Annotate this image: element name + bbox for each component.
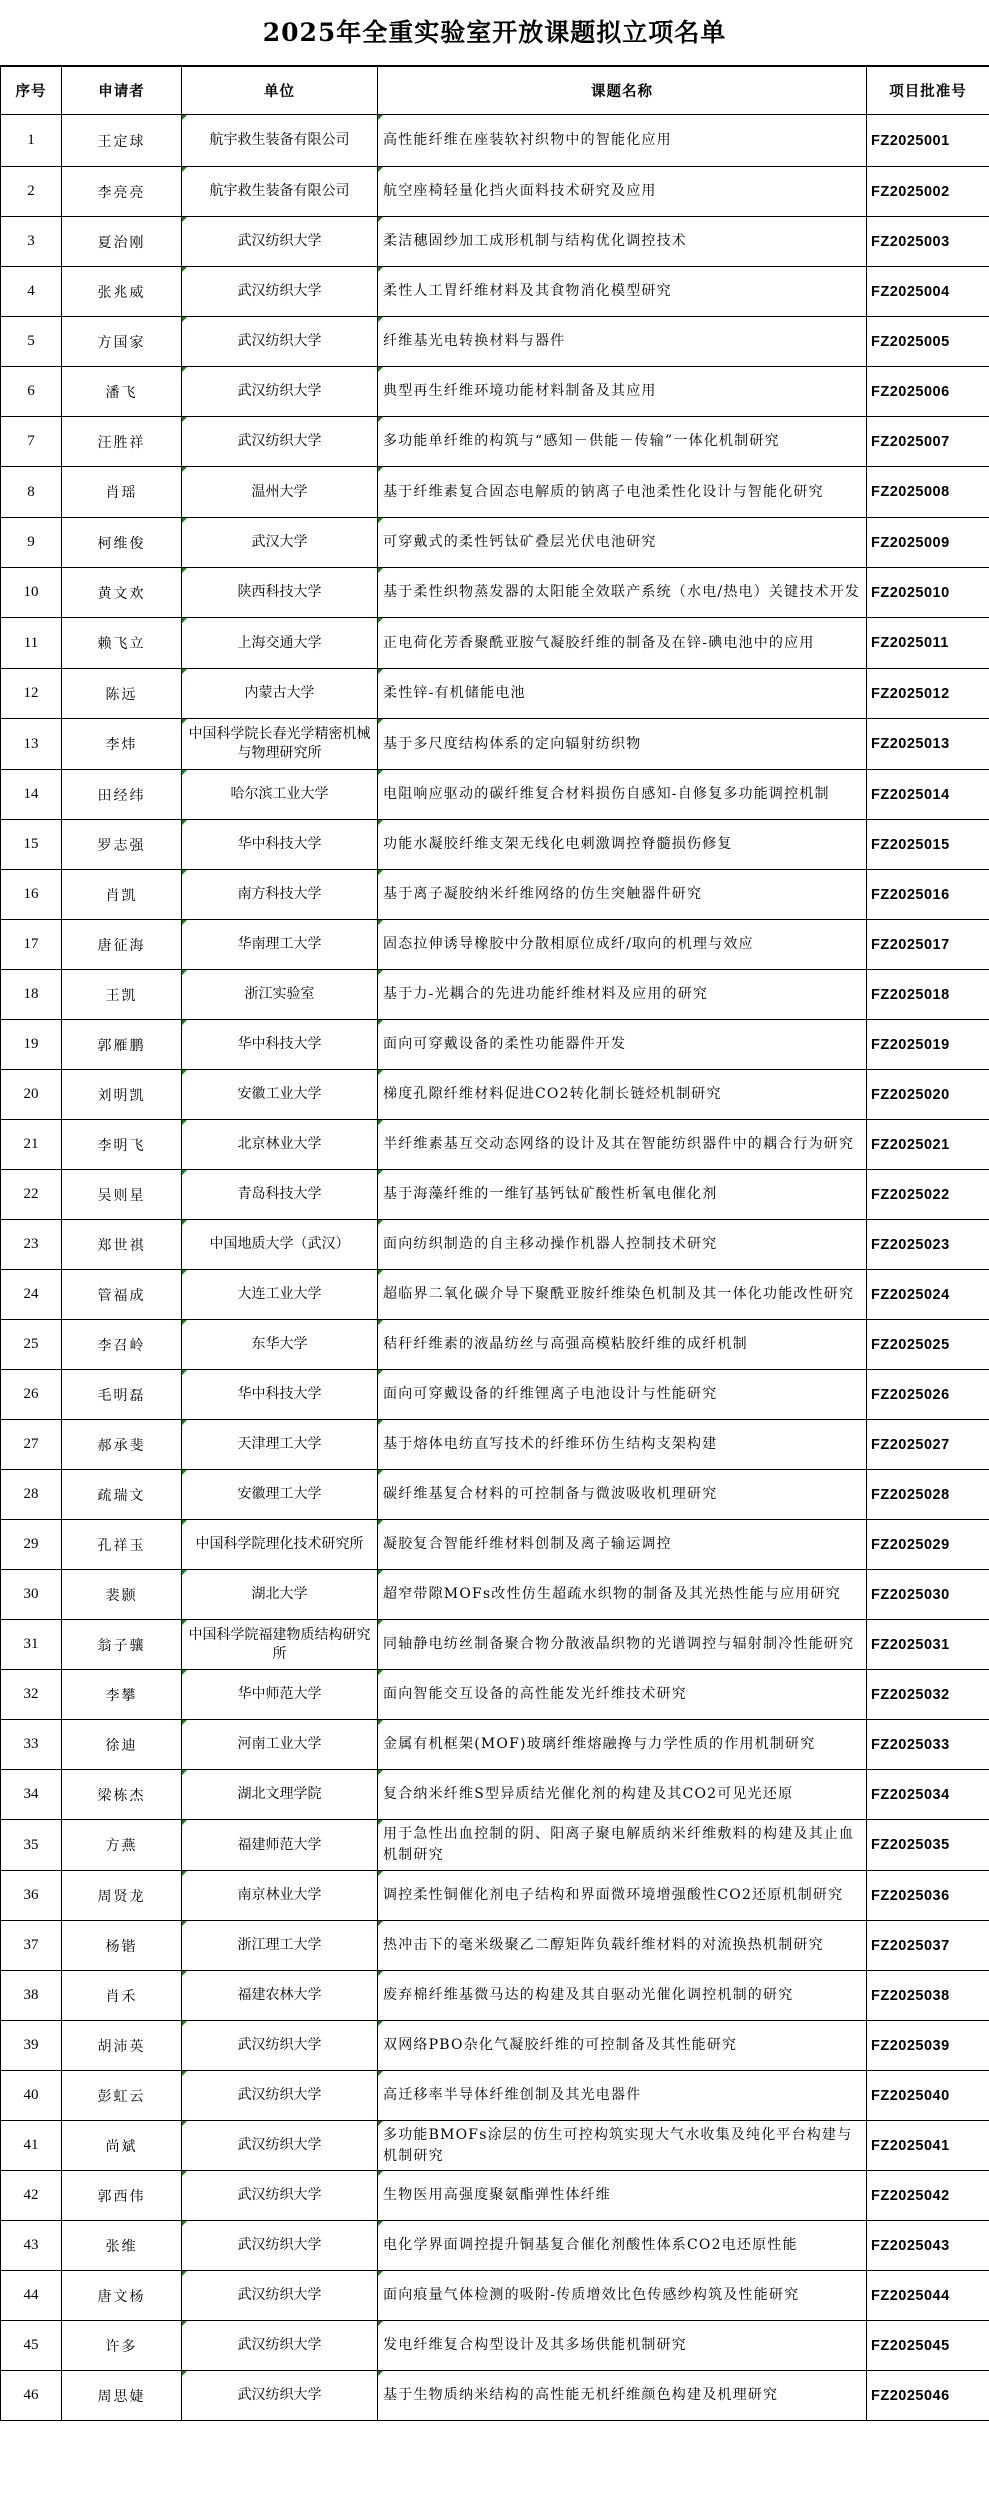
table-row [1,870,989,920]
table-row [1,1921,989,1971]
row-number: 24 [1,1270,62,1320]
row-number: 41 [1,2121,62,2171]
project-code: FZ2025019 [867,1020,989,1070]
row-number: 35 [1,1820,62,1871]
table-row [1,115,989,167]
applicant-name: 彭虹云 [62,2071,182,2121]
project-code: FZ2025022 [867,1170,989,1220]
applicant-unit: 浙江理工大学 [182,1921,378,1971]
project-topic: 基于熔体电纺直写技术的纤维环仿生结构支架构建 [378,1420,867,1470]
applicant-name: 肖禾 [62,1971,182,2021]
applicant-unit: 中国地质大学（武汉） [182,1220,378,1270]
project-topic: 正电荷化芳香聚酰亚胺气凝胶纤维的制备及在锌-碘电池中的应用 [378,618,867,669]
row-number: 45 [1,2321,62,2371]
project-topic: 超临界二氧化碳介导下聚酰亚胺纤维染色机制及其一体化功能改性研究 [378,1270,867,1320]
applicant-name: 毛明磊 [62,1370,182,1420]
applicant-unit: 安徽理工大学 [182,1470,378,1520]
applicant-unit: 大连工业大学 [182,1270,378,1320]
project-table [0,66,989,2421]
applicant-name: 潘飞 [62,367,182,417]
project-topic: 多功能BMOFs涂层的仿生可控构筑实现大气水收集及纯化平台构建与机制研究 [378,2121,867,2171]
row-number: 20 [1,1070,62,1120]
applicant-name: 汪胜祥 [62,417,182,467]
applicant-unit: 天津理工大学 [182,1420,378,1470]
project-topic: 复合纳米纤维S型异质结光催化剂的构建及其CO2可见光还原 [378,1770,867,1820]
row-number: 14 [1,770,62,820]
applicant-unit: 武汉纺织大学 [182,367,378,417]
table-row [1,1670,989,1720]
table-row [1,518,989,568]
project-code: FZ2025011 [867,618,989,669]
project-code: FZ2025026 [867,1370,989,1420]
applicant-name: 方燕 [62,1820,182,1871]
row-number: 39 [1,2021,62,2071]
row-number: 29 [1,1520,62,1570]
applicant-unit: 中国科学院长春光学精密机械与物理研究所 [182,719,378,770]
row-number: 1 [1,115,62,167]
applicant-name: 翁子骧 [62,1620,182,1670]
project-code: FZ2025025 [867,1320,989,1370]
project-topic: 热冲击下的毫米级聚乙二醇矩阵负载纤维材料的对流换热机制研究 [378,1921,867,1971]
project-code: FZ2025044 [867,2271,989,2321]
project-topic: 多功能单纤维的构筑与“感知－供能－传输”一体化机制研究 [378,417,867,467]
applicant-name: 孔祥玉 [62,1520,182,1570]
applicant-name: 柯维俊 [62,518,182,568]
table-row [1,568,989,618]
project-topic: 碳纤维基复合材料的可控制备与微波吸收机理研究 [378,1470,867,1520]
project-topic: 废弃棉纤维基微马达的构建及其自驱动光催化调控机制的研究 [378,1971,867,2021]
applicant-name: 徐迪 [62,1720,182,1770]
applicant-name: 李炜 [62,719,182,770]
table-row [1,2221,989,2271]
table-row [1,467,989,518]
applicant-name: 罗志强 [62,820,182,870]
project-code: FZ2025008 [867,467,989,518]
applicant-name: 张维 [62,2221,182,2271]
table-row [1,1620,989,1670]
row-number: 11 [1,618,62,669]
applicant-name: 黄文欢 [62,568,182,618]
applicant-unit: 陕西科技大学 [182,568,378,618]
project-topic: 超窄带隙MOFs改性仿生超疏水织物的制备及其光热性能与应用研究 [378,1570,867,1620]
row-number: 23 [1,1220,62,1270]
table-row [1,417,989,467]
row-number: 15 [1,820,62,870]
project-topic: 可穿戴式的柔性钙钛矿叠层光伏电池研究 [378,518,867,568]
applicant-name: 张兆威 [62,267,182,317]
applicant-unit: 南京林业大学 [182,1871,378,1921]
table-row [1,1070,989,1120]
table-row [1,1570,989,1620]
page-title: 2025年全重实验室开放课题拟立项名单 [0,0,989,66]
project-code: FZ2025046 [867,2371,989,2421]
header-no: 序号 [1,67,62,115]
applicant-unit: 东华大学 [182,1320,378,1370]
table-row [1,920,989,970]
applicant-unit: 华南理工大学 [182,920,378,970]
project-topic: 柔性人工胃纤维材料及其食物消化模型研究 [378,267,867,317]
row-number: 9 [1,518,62,568]
project-code: FZ2025001 [867,115,989,167]
project-topic: 典型再生纤维环境功能材料制备及其应用 [378,367,867,417]
row-number: 5 [1,317,62,367]
project-code: FZ2025036 [867,1871,989,1921]
row-number: 13 [1,719,62,770]
project-topic: 基于力-光耦合的先进功能纤维材料及应用的研究 [378,970,867,1020]
table-row [1,1770,989,1820]
project-code: FZ2025021 [867,1120,989,1170]
table-row [1,1320,989,1370]
applicant-unit: 武汉纺织大学 [182,2021,378,2071]
project-code: FZ2025020 [867,1070,989,1120]
project-code: FZ2025014 [867,770,989,820]
applicant-unit: 中国科学院福建物质结构研究所 [182,1620,378,1670]
applicant-name: 疏瑞文 [62,1470,182,1520]
applicant-name: 唐文杨 [62,2271,182,2321]
row-number: 37 [1,1921,62,1971]
table-row [1,1470,989,1520]
applicant-name: 尚斌 [62,2121,182,2171]
applicant-unit: 武汉纺织大学 [182,2321,378,2371]
project-code: FZ2025028 [867,1470,989,1520]
row-number: 44 [1,2271,62,2321]
row-number: 16 [1,870,62,920]
applicant-name: 李召岭 [62,1320,182,1370]
applicant-unit: 温州大学 [182,467,378,518]
header-row [1,67,989,115]
applicant-name: 方国家 [62,317,182,367]
project-code: FZ2025016 [867,870,989,920]
table-row [1,2321,989,2371]
project-topic: 梯度孔隙纤维材料促进CO2转化制长链烃机制研究 [378,1070,867,1120]
applicant-unit: 内蒙古大学 [182,669,378,719]
row-number: 10 [1,568,62,618]
project-topic: 金属有机框架(MOF)玻璃纤维熔融搀与力学性质的作用机制研究 [378,1720,867,1770]
applicant-unit: 湖北文理学院 [182,1770,378,1820]
header-unit: 单位 [182,67,378,115]
applicant-unit: 湖北大学 [182,1570,378,1620]
applicant-unit: 武汉纺织大学 [182,267,378,317]
project-code: FZ2025029 [867,1520,989,1570]
project-topic: 面向纺织制造的自主移动操作机器人控制技术研究 [378,1220,867,1270]
row-number: 31 [1,1620,62,1670]
applicant-unit: 武汉纺织大学 [182,2171,378,2221]
row-number: 26 [1,1370,62,1420]
project-topic: 秸秆纤维素的液晶纺丝与高强高模粘胶纤维的成纤机制 [378,1320,867,1370]
row-number: 18 [1,970,62,1020]
row-number: 36 [1,1871,62,1921]
project-topic: 固态拉伸诱导橡胶中分散相原位成纤/取向的机理与效应 [378,920,867,970]
header-applicant: 申请者 [62,67,182,115]
row-number: 4 [1,267,62,317]
applicant-unit: 浙江实验室 [182,970,378,1020]
header-code: 项目批准号 [867,67,989,115]
applicant-name: 夏治刚 [62,217,182,267]
applicant-unit: 河南工业大学 [182,1720,378,1770]
project-topic: 功能水凝胶纤维支架无线化电刺激调控脊髓损伤修复 [378,820,867,870]
project-topic: 电化学界面调控提升铜基复合催化剂酸性体系CO2电还原性能 [378,2221,867,2271]
project-code: FZ2025018 [867,970,989,1020]
row-number: 12 [1,669,62,719]
project-topic: 纤维基光电转换材料与器件 [378,317,867,367]
applicant-unit: 武汉纺织大学 [182,317,378,367]
applicant-unit: 青岛科技大学 [182,1170,378,1220]
applicant-name: 许多 [62,2321,182,2371]
applicant-unit: 华中科技大学 [182,1370,378,1420]
table-row [1,1871,989,1921]
applicant-name: 李攀 [62,1670,182,1720]
project-code: FZ2025027 [867,1420,989,1470]
project-code: FZ2025031 [867,1620,989,1670]
applicant-unit: 航宇救生装备有限公司 [182,115,378,167]
applicant-name: 李明飞 [62,1120,182,1170]
row-number: 22 [1,1170,62,1220]
applicant-unit: 中国科学院理化技术研究所 [182,1520,378,1570]
project-code: FZ2025038 [867,1971,989,2021]
applicant-name: 王凯 [62,970,182,1020]
project-topic: 高性能纤维在座装软衬织物中的智能化应用 [378,115,867,167]
project-topic: 同轴静电纺丝制备聚合物分散液晶织物的光谱调控与辐射制冷性能研究 [378,1620,867,1670]
table-row [1,1720,989,1770]
project-code: FZ2025041 [867,2121,989,2171]
project-code: FZ2025045 [867,2321,989,2371]
table-body [1,115,989,2421]
row-number: 30 [1,1570,62,1620]
table-row [1,2371,989,2421]
table-row [1,317,989,367]
row-number: 42 [1,2171,62,2221]
applicant-unit: 福建师范大学 [182,1820,378,1871]
table-row [1,719,989,770]
project-code: FZ2025010 [867,568,989,618]
project-topic: 半纤维素基互交动态网络的设计及其在智能纺织器件中的耦合行为研究 [378,1120,867,1170]
applicant-name: 裴颢 [62,1570,182,1620]
project-topic: 电阻响应驱动的碳纤维复合材料损伤自感知-自修复多功能调控机制 [378,770,867,820]
project-code: FZ2025017 [867,920,989,970]
applicant-name: 唐征海 [62,920,182,970]
row-number: 17 [1,920,62,970]
project-topic: 用于急性出血控制的阴、阳离子聚电解质纳米纤维敷料的构建及其止血机制研究 [378,1820,867,1871]
table-row [1,167,989,217]
applicant-unit: 安徽工业大学 [182,1070,378,1120]
applicant-unit: 武汉纺织大学 [182,2121,378,2171]
row-number: 3 [1,217,62,267]
row-number: 46 [1,2371,62,2421]
table-row [1,1520,989,1570]
project-code: FZ2025004 [867,267,989,317]
row-number: 6 [1,367,62,417]
project-topic: 凝胶复合智能纤维材料创制及离子输运调控 [378,1520,867,1570]
project-topic: 面向可穿戴设备的纤维锂离子电池设计与性能研究 [378,1370,867,1420]
row-number: 38 [1,1971,62,2021]
applicant-unit: 武汉纺织大学 [182,2271,378,2321]
applicant-unit: 福建农林大学 [182,1971,378,2021]
row-number: 32 [1,1670,62,1720]
project-topic: 柔洁穗固纱加工成形机制与结构优化调控技术 [378,217,867,267]
applicant-name: 管福成 [62,1270,182,1320]
project-code: FZ2025030 [867,1570,989,1620]
row-number: 7 [1,417,62,467]
applicant-unit: 武汉纺织大学 [182,2221,378,2271]
table-row [1,618,989,669]
row-number: 28 [1,1470,62,1520]
applicant-unit: 南方科技大学 [182,870,378,920]
applicant-name: 周思婕 [62,2371,182,2421]
table-row [1,1170,989,1220]
applicant-name: 梁栋杰 [62,1770,182,1820]
applicant-name: 郭西伟 [62,2171,182,2221]
project-topic: 双网络PBO杂化气凝胶纤维的可控制备及其性能研究 [378,2021,867,2071]
row-number: 43 [1,2221,62,2271]
table-row [1,1370,989,1420]
applicant-name: 郑世祺 [62,1220,182,1270]
row-number: 34 [1,1770,62,1820]
project-topic: 高迁移率半导体纤维创制及其光电器件 [378,2071,867,2121]
applicant-unit: 武汉纺织大学 [182,2371,378,2421]
table-row [1,2271,989,2321]
project-topic: 生物医用高强度聚氨酯弹性体纤维 [378,2171,867,2221]
table-row [1,1971,989,2021]
project-code: FZ2025023 [867,1220,989,1270]
table-row [1,1220,989,1270]
applicant-unit: 华中科技大学 [182,820,378,870]
table-row [1,2171,989,2221]
project-topic: 基于多尺度结构体系的定向辐射纺织物 [378,719,867,770]
table-row [1,2021,989,2071]
table-row [1,970,989,1020]
project-code: FZ2025043 [867,2221,989,2271]
applicant-name: 胡沛英 [62,2021,182,2071]
project-code: FZ2025039 [867,2021,989,2071]
project-topic: 面向智能交互设备的高性能发光纤维技术研究 [378,1670,867,1720]
table-row [1,820,989,870]
applicant-unit: 武汉纺织大学 [182,2071,378,2121]
project-code: FZ2025013 [867,719,989,770]
project-code: FZ2025002 [867,167,989,217]
row-number: 33 [1,1720,62,1770]
project-code: FZ2025005 [867,317,989,367]
project-topic: 基于生物质纳米结构的高性能无机纤维颜色构建及机理研究 [378,2371,867,2421]
applicant-name: 李亮亮 [62,167,182,217]
project-topic: 航空座椅轻量化挡火面料技术研究及应用 [378,167,867,217]
row-number: 25 [1,1320,62,1370]
row-number: 8 [1,467,62,518]
applicant-unit: 北京林业大学 [182,1120,378,1170]
project-code: FZ2025012 [867,669,989,719]
project-topic: 发电纤维复合构型设计及其多场供能机制研究 [378,2321,867,2371]
header-topic: 课题名称 [378,67,867,115]
table-row [1,217,989,267]
row-number: 40 [1,2071,62,2121]
applicant-unit: 航宇救生装备有限公司 [182,167,378,217]
row-number: 19 [1,1020,62,1070]
project-topic: 基于纤维素复合固态电解质的钠离子电池柔性化设计与智能化研究 [378,467,867,518]
applicant-unit: 武汉纺织大学 [182,417,378,467]
table-row [1,267,989,317]
applicant-name: 肖瑶 [62,467,182,518]
table-row [1,367,989,417]
project-code: FZ2025009 [867,518,989,568]
project-code: FZ2025034 [867,1770,989,1820]
applicant-unit: 武汉纺织大学 [182,217,378,267]
applicant-name: 杨锴 [62,1921,182,1971]
table-row [1,1020,989,1070]
project-code: FZ2025033 [867,1720,989,1770]
project-topic: 面向可穿戴设备的柔性功能器件开发 [378,1020,867,1070]
project-topic: 面向痕量气体检测的吸附-传质增效比色传感纱构筑及性能研究 [378,2271,867,2321]
project-code: FZ2025037 [867,1921,989,1971]
project-topic: 柔性锌-有机储能电池 [378,669,867,719]
applicant-name: 郝承斐 [62,1420,182,1470]
table-row [1,1420,989,1470]
project-code: FZ2025032 [867,1670,989,1720]
applicant-name: 肖凯 [62,870,182,920]
table-row [1,669,989,719]
applicant-unit: 上海交通大学 [182,618,378,669]
applicant-unit: 华中师范大学 [182,1670,378,1720]
applicant-unit: 哈尔滨工业大学 [182,770,378,820]
project-topic: 基于柔性织物蒸发器的太阳能全效联产系统（水电/热电）关键技术开发 [378,568,867,618]
applicant-name: 周贤龙 [62,1871,182,1921]
project-code: FZ2025015 [867,820,989,870]
project-code: FZ2025042 [867,2171,989,2221]
project-code: FZ2025040 [867,2071,989,2121]
project-code: FZ2025003 [867,217,989,267]
project-code: FZ2025006 [867,367,989,417]
applicant-name: 赖飞立 [62,618,182,669]
applicant-name: 刘明凯 [62,1070,182,1120]
applicant-unit: 武汉大学 [182,518,378,568]
project-topic: 基于海藻纤维的一维钌基钙钛矿酸性析氧电催化剂 [378,1170,867,1220]
row-number: 21 [1,1120,62,1170]
table-row [1,770,989,820]
table-row [1,2121,989,2171]
applicant-name: 王定球 [62,115,182,167]
project-code: FZ2025035 [867,1820,989,1871]
row-number: 27 [1,1420,62,1470]
project-code: FZ2025024 [867,1270,989,1320]
table-row [1,1270,989,1320]
row-number: 2 [1,167,62,217]
project-topic: 基于离子凝胶纳米纤维网络的仿生突触器件研究 [378,870,867,920]
applicant-name: 陈远 [62,669,182,719]
applicant-name: 郭雁鹏 [62,1020,182,1070]
table-row [1,1820,989,1871]
table-row [1,1120,989,1170]
applicant-unit: 华中科技大学 [182,1020,378,1070]
applicant-name: 田经纬 [62,770,182,820]
project-topic: 调控柔性铜催化剂电子结构和界面微环境增强酸性CO2还原机制研究 [378,1871,867,1921]
table-row [1,2071,989,2121]
project-code: FZ2025007 [867,417,989,467]
applicant-name: 吴则星 [62,1170,182,1220]
